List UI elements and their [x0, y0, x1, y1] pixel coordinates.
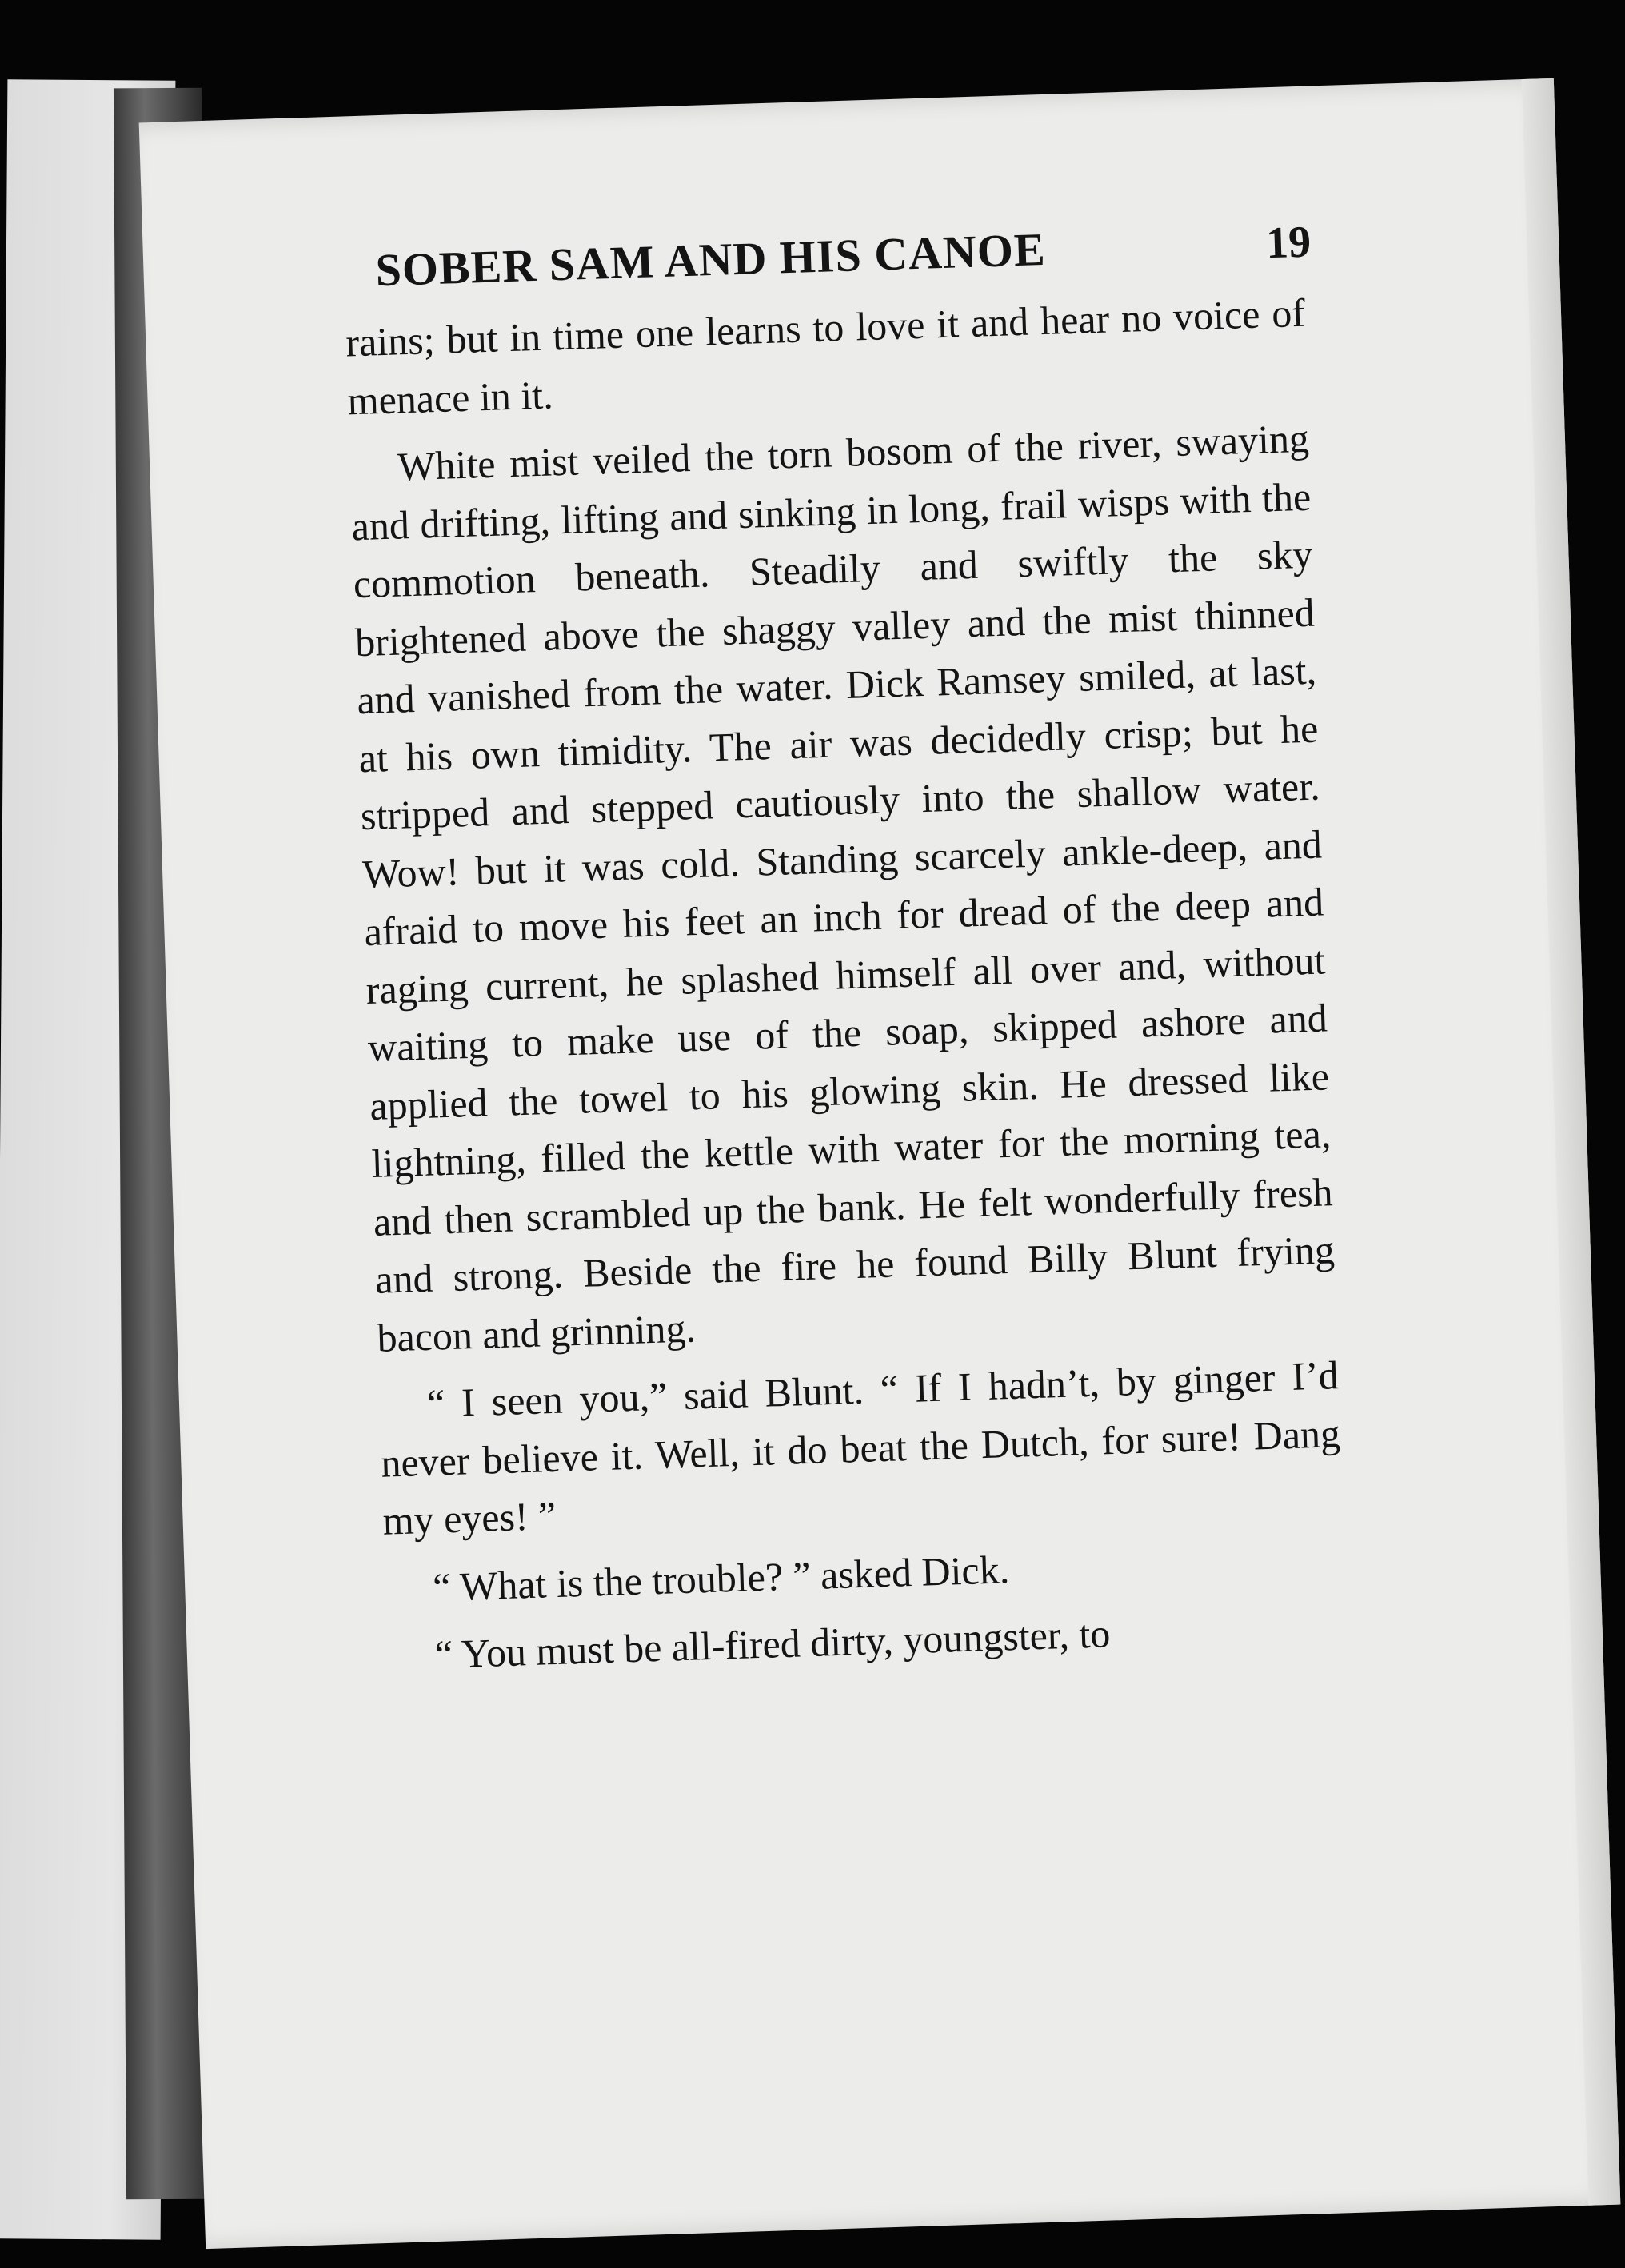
running-head: [375, 214, 1312, 297]
book-page: [139, 78, 1621, 2249]
body-text: [345, 284, 1347, 1685]
page-number: 19: [1265, 217, 1312, 269]
paragraph: “ You must be all-fired dirty, youngster, to: [434, 1611, 1112, 1677]
paragraph: rains; but in time one learns to love it and hear no voice of menace in it.: [345, 289, 1306, 423]
paragraph: White mist veiled the torn bosom of the river, swaying and drifting, lifting and sinking in long, frail wisps with the commotion beneath. Steadily and swiftly the sky brightened above the shaggy valley and the mist thinned and vanished from the water. Dick Ramsey smiled, at last, at his own timidity. The air was decidedly crisp; but he stripped and stepped cautiously into the shallow water. Wow! but it was cold. Standing scarcely ankle-deep, and afraid to move his feet an inch for dread of the deep and raging current, he splashed himself all over and, without waiting to make use of the soap, skipped ashore and applied the towel to his glowing skin. He dressed like lightning, filled the kettle with water for the morning tea, and then scrambled up the bank. He felt wonderfully fresh and strong. Beside the fire he found Billy Blunt frying bacon and grinning.: [350, 415, 1336, 1360]
paragraph: “ I seen you,” said Blunt. “ If I hadn’t, by ginger I’d never believe it. Well, it do beat the Dutch, for sure! Dang my eyes! ”: [380, 1352, 1341, 1543]
paragraph: “ What is the trouble? ” asked Dick.: [432, 1546, 1010, 1610]
page-edge-shadow: [1522, 78, 1621, 2206]
page-content: [343, 214, 1348, 1695]
running-head-title: SOBER SAM AND HIS CANOE: [374, 222, 1047, 297]
